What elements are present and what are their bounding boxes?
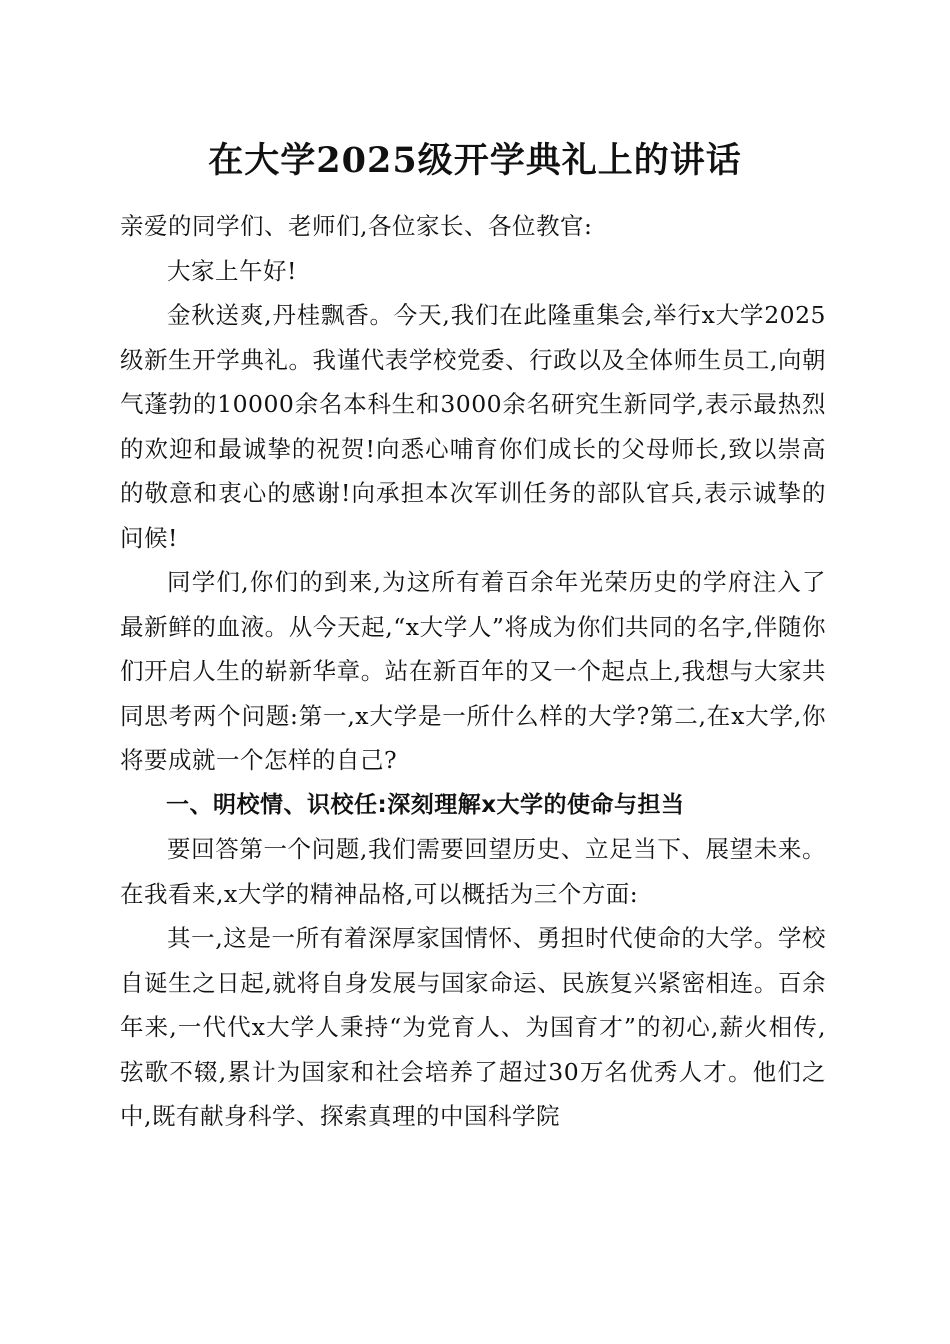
paragraph-section-intro: 要回答第一个问题,我们需要回望历史、立足当下、展望未来。在我看来,x大学的精神品格,可以概括为三个方面:	[120, 835, 826, 908]
paragraph-point-one: 其一,这是一所有着深厚家国情怀、勇担时代使命的大学。学校自诞生之日起,就将自身发展与国家命运、民族复兴紧密相连。百余年来,一代代x大学人秉持“为党育人、为国育才”的初心,薪火相传,弦歌不辍,累计为国家和社会培养了超过30万名优秀人才。他们之中,既有献身科学、探索真理的中国科学院	[120, 924, 826, 1130]
salutation: 亲爱的同学们、老师们,各位家长、各位教官:	[120, 212, 593, 240]
greeting: 大家上午好!	[167, 256, 297, 285]
document-title: 在大学2025级开学典礼上的讲话	[208, 140, 742, 181]
paragraph-welcome: 金秋送爽,丹桂飘香。今天,我们在此隆重集会,举行x大学2025级新生开学典礼。我谨代表学校党委、行政以及全体师生员工,向朝气蓬勃的10000余名本科生和3000余名研究生新同学,表示最热烈的欢迎和最诚挚的祝贺!向悉心哺育你们成长的父母师长,致以崇高的敬意和衷心的感谢!向承担本次军训任务的部队官兵,表示诚挚的问候!	[120, 301, 826, 552]
document-body	[120, 204, 826, 1139]
section-heading: 一、明校情、识校任:深刻理解x大学的使命与担当	[166, 791, 685, 818]
paragraph-questions: 同学们,你们的到来,为这所有着百余年光荣历史的学府注入了最新鲜的血液。从今天起,“x大学人”将成为你们共同的名字,伴随你们开启人生的崭新华章。站在新百年的又一个起点上,我想与大家共同思考两个问题:第一,x大学是一所什么样的大学?第二,在x大学,你将要成就一个怎样的自己?	[120, 568, 826, 774]
